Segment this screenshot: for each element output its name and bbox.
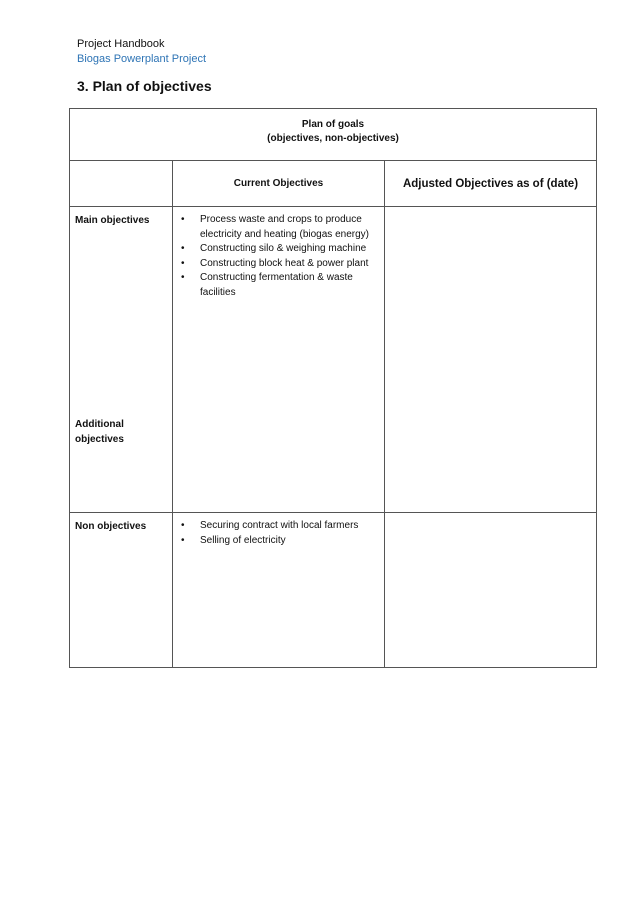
empty-corner-cell (70, 161, 173, 207)
list-item: • Securing contract with local farmers (200, 519, 376, 534)
list-item: • Constructing fermentation & waste facilities (200, 271, 376, 300)
additional-objectives-label: Additional objectives (75, 419, 124, 445)
non-objectives-label-cell (70, 513, 173, 668)
goals-subtitle: (objectives, non-objectives) (267, 133, 399, 144)
main-current-cell (173, 207, 385, 513)
main-adjusted-cell (385, 207, 597, 513)
goals-title: Plan of goals (301, 119, 365, 130)
col-current-header: Current Objectives (173, 161, 385, 207)
main-objectives-label: Main objectives (75, 215, 150, 226)
list-item: • Selling of electricity (200, 534, 376, 549)
non-current-cell (173, 513, 385, 668)
section-title: 3. Plan of objectives (77, 78, 212, 94)
list-item: • Constructing silo & weighing machine (200, 242, 376, 257)
objectives-table (69, 108, 597, 668)
header-project: Biogas Powerplant Project (77, 53, 207, 65)
non-adjusted-cell (385, 513, 597, 668)
goals-header-cell (70, 109, 597, 161)
list-item: • Constructing block heat & power plant (200, 257, 376, 272)
main-objectives-list (173, 207, 384, 300)
list-item: • Process waste and crops to produce electricity and heating (biogas energy) (200, 213, 376, 242)
non-objectives-list (173, 513, 384, 548)
non-objectives-label: Non objectives (75, 521, 147, 532)
main-objectives-label-cell (70, 207, 173, 513)
col-adjusted-header: Adjusted Objectives as of (date) (385, 161, 597, 207)
header-handbook: Project Handbook (77, 38, 165, 50)
